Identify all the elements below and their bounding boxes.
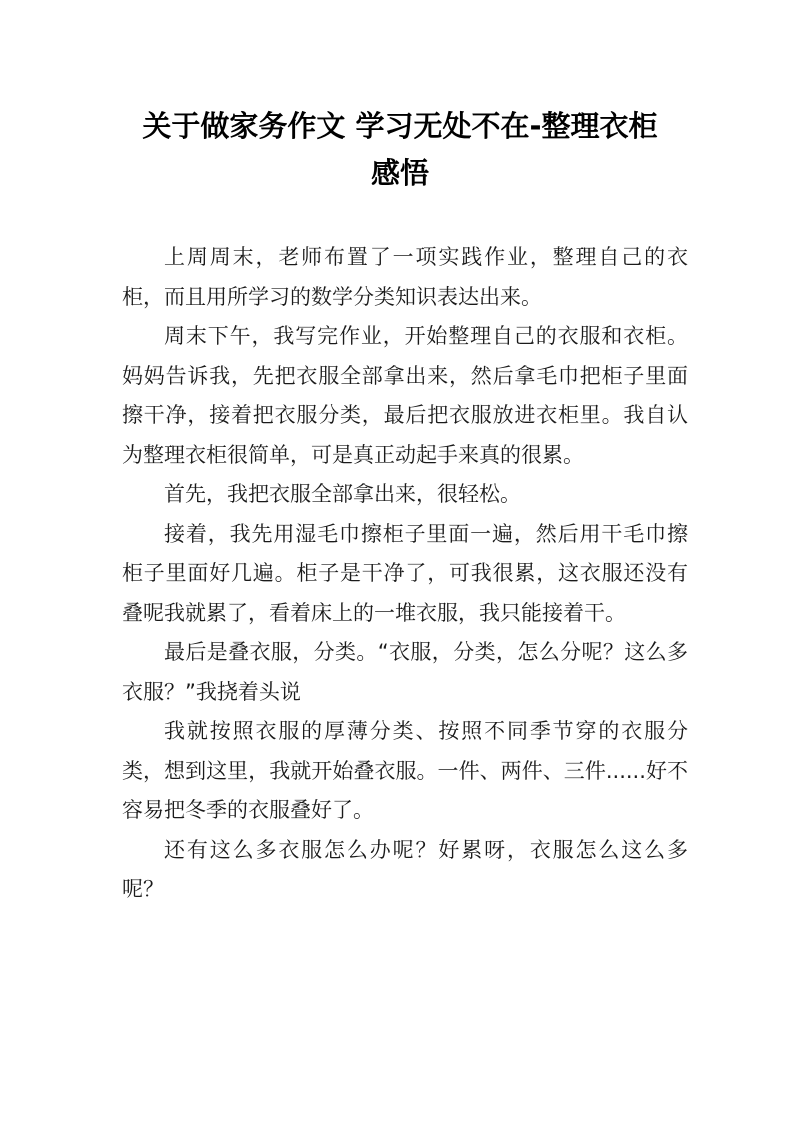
paragraph: 还有这么多衣服怎么办呢？好累呀，衣服怎么这么多呢？ bbox=[122, 837, 688, 901]
paragraph: 周末下午，我写完作业，开始整理自己的衣服和衣柜。妈妈告诉我，先把衣服全部拿出来，然后拿毛巾把柜子里面擦干净，接着把衣服分类，最后把衣服放进衣柜里。我自认为整理衣柜很简单，可是真正动起手来真的很累。 bbox=[122, 324, 688, 467]
paragraph: 首先，我把衣服全部拿出来，很轻松。 bbox=[164, 482, 521, 506]
paragraph: 最后是叠衣服，分类。“衣服，分类，怎么分呢？这么多衣服？”我挠着头说 bbox=[122, 640, 688, 704]
paragraph: 上周周末，老师布置了一项实践作业，整理自己的衣柜，而且用所学习的数学分类知识表达出来。 bbox=[122, 245, 688, 309]
paragraph: 接着，我先用湿毛巾擦柜子里面一遍，然后用干毛巾擦柜子里面好几遍。柜子是干净了，可我很累，这衣服还没有叠呢我就累了，看着床上的一堆衣服，我只能接着干。 bbox=[122, 521, 688, 625]
title-line-2: 感悟 bbox=[370, 156, 429, 190]
title-line-1: 关于做家务作文 学习无处不在-整理衣柜 bbox=[142, 109, 658, 143]
paragraph: 我就按照衣服的厚薄分类、按照不同季节穿的衣服分类，想到这里，我就开始叠衣服。一件、两件、三件......好不容易把冬季的衣服叠好了。 bbox=[122, 719, 688, 822]
essay-body bbox=[122, 238, 688, 910]
page-title bbox=[120, 103, 680, 197]
